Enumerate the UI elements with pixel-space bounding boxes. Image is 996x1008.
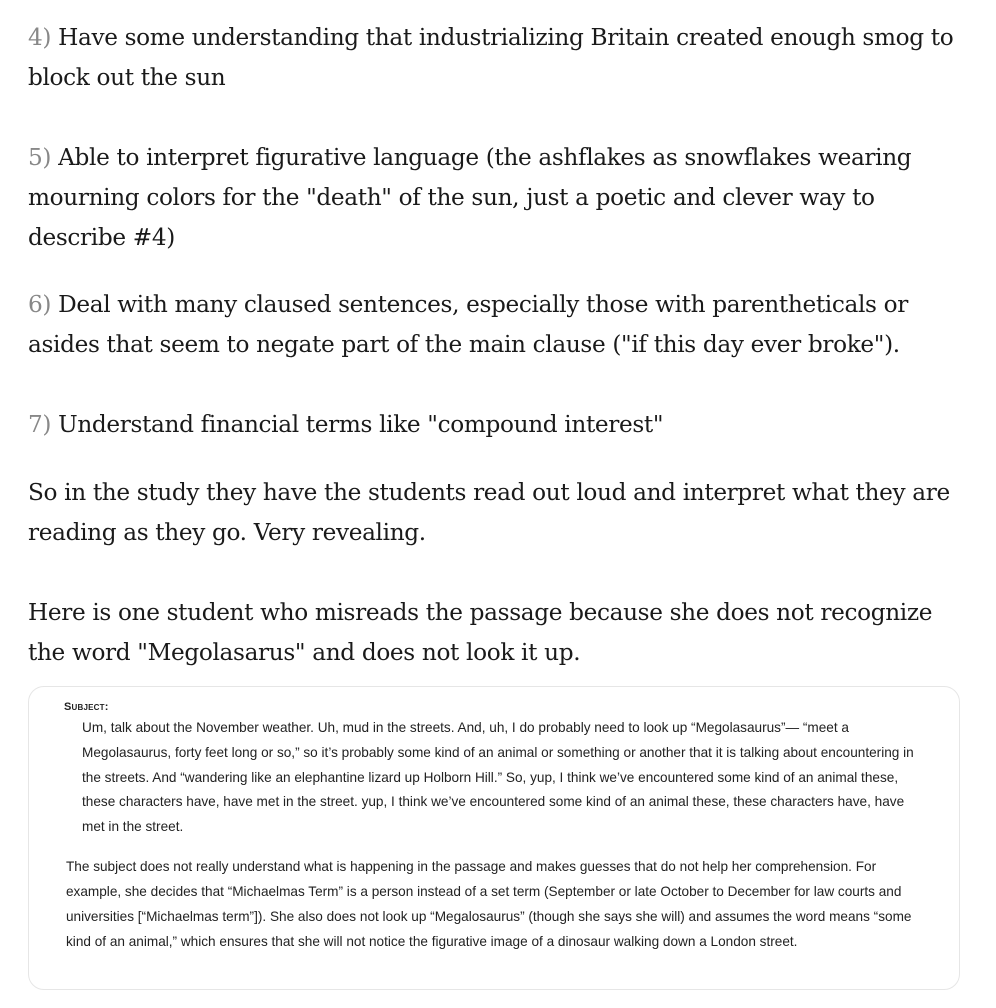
list-item-4: [28, 18, 968, 98]
item-text: Deal with many claused sentences, especially those with parentheticals or asides that seem to negate part of the main clause ("if this day ever broke").: [28, 291, 908, 358]
paragraph: Here is one student who misreads the passage because she does not recognize the word "Megolasarus" and does not look it up.: [28, 599, 933, 666]
study-excerpt-card: [28, 686, 960, 990]
item-number: 5): [28, 144, 52, 171]
analysis-text: The subject does not really understand what is happening in the passage and makes guesses that do not help her comprehension. For example, she decides that “Michaelmas Term” is a person instead of a set term (September or late October to December for law courts and universities [“Michaelmas term”]). She also does not look up “Megalosaurus” (though she says she will) and assumes the word means “some kind of an animal,” which ensures that she will not notice the figurative image of a dinosaur walking down a London street.: [66, 859, 912, 949]
article-body: [28, 18, 968, 673]
item-number: 4): [28, 24, 52, 51]
subject-label: Subject:: [64, 701, 109, 713]
item-text: Understand financial terms like "compound interest": [51, 411, 664, 438]
subject-quote: Um, talk about the November weather. Uh, mud in the streets. And, uh, I do probably need to look up “Megolasaurus”— “meet a Megolasaurus, forty feet long or so,” so it’s probably some kind of an animal or something or another that it is talking about encountering in the streets. And “wandering like an elephantine lizard up Holborn Hill.” So, yup, I think we’ve encountered some kind of an animal these, these characters have, have met in the street. yup, I think we’ve encountered some kind of an animal these, these characters have, have met in the street.: [82, 720, 914, 835]
paragraph: So in the study they have the students read out loud and interpret what they are reading as they go. Very revealing.: [28, 479, 950, 546]
item-number: 6): [28, 291, 52, 318]
item-text: Have some understanding that industrializing Britain created enough smog to block out the sun: [28, 24, 954, 91]
list-item-5: [28, 138, 968, 258]
item-text: Able to interpret figurative language (the ashflakes as snowflakes wearing mourning colors for the "death" of the sun, just a poetic and clever way to describe #4): [28, 144, 912, 251]
list-item-7: [28, 405, 968, 445]
list-item-6: [28, 285, 968, 365]
item-number: 7): [28, 411, 52, 438]
